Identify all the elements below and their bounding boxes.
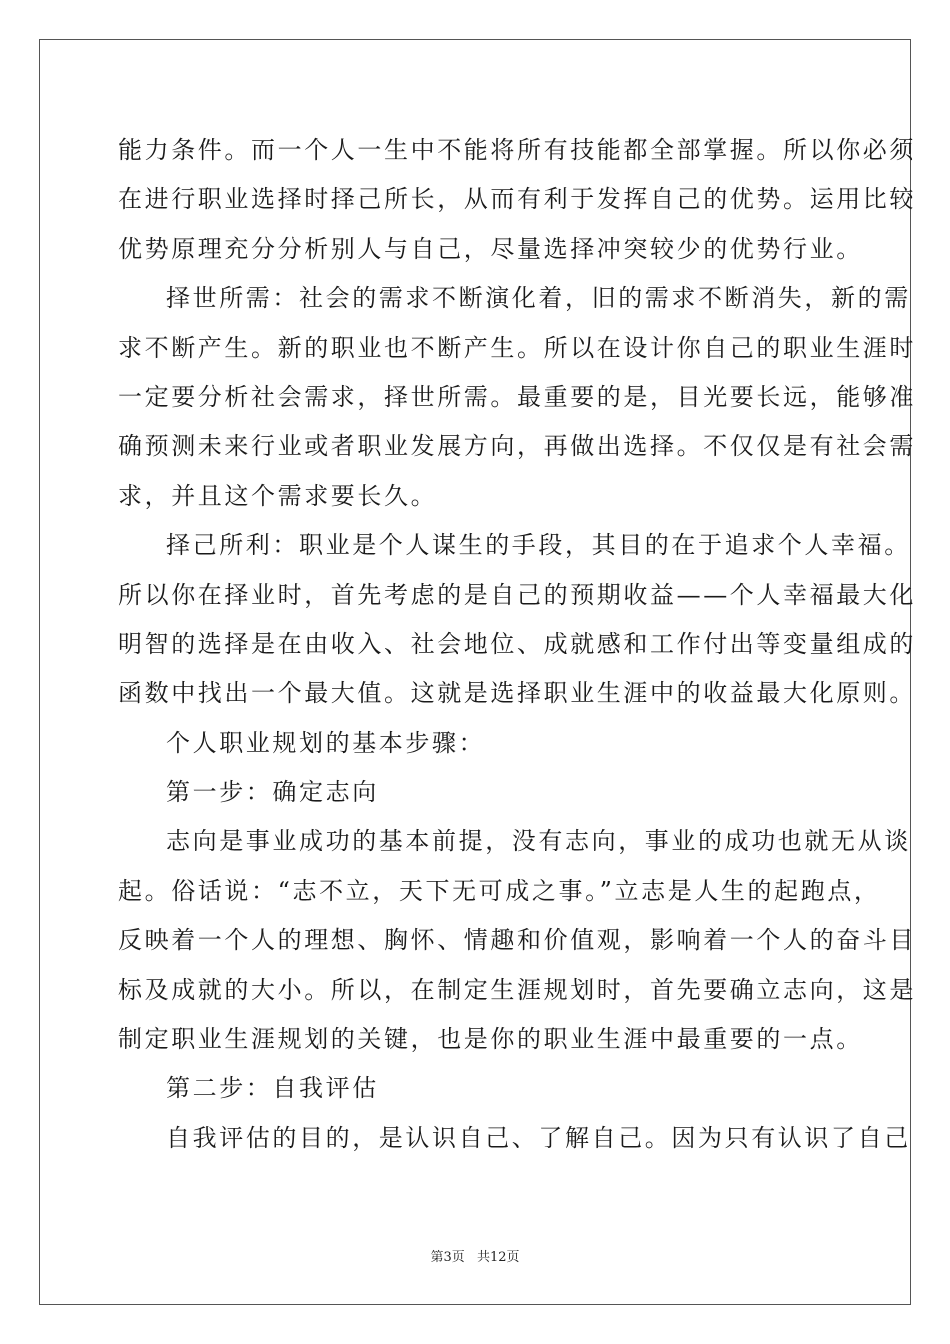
text-line: 第一步：确定志向: [166, 778, 379, 807]
text-line: 在进行职业选择时择己所长，从而有利于发挥自己的优势。运用比较: [118, 185, 916, 214]
text-line: 求不断产生。新的职业也不断产生。所以在设计你自己的职业生涯时: [118, 333, 916, 362]
text-line: 标及成就的大小。所以，在制定生涯规划时，首先要确立志向，这是: [118, 975, 916, 1004]
page-footer: [0, 1246, 950, 1265]
text-line: 起。俗话说：“志不立，天下无可成之事。”立志是人生的起跑点，: [118, 876, 881, 905]
text-line: 函数中找出一个最大值。这就是选择职业生涯中的收益最大化原则。: [118, 679, 916, 708]
page-number: 第3页: [430, 1250, 465, 1265]
text-line: 自我评估的目的，是认识自己、了解自己。因为只有认识了自己: [166, 1123, 911, 1152]
text-line: 能力条件。而一个人一生中不能将所有技能都全部掌握。所以你必须: [118, 136, 916, 164]
text-line: 择己所利：职业是个人谋生的手段，其目的在于追求个人幸福。: [166, 531, 911, 560]
text-line: 一定要分析社会需求，择世所需。最重要的是，目光要长远，能够准: [118, 382, 916, 411]
text-line: 确预测未来行业或者职业发展方向，再做出选择。不仅仅是有社会需: [118, 432, 916, 461]
text-line: 反映着一个人的理想、胸怀、情趣和价值观，影响着一个人的奋斗目: [118, 926, 916, 955]
text-line: 求，并且这个需求要长久。: [118, 481, 438, 510]
text-line: 第二步：自我评估: [166, 1074, 379, 1103]
page-total: 共12页: [476, 1250, 520, 1265]
text-line: 个人职业规划的基本步骤：: [166, 728, 486, 757]
text-line: 志向是事业成功的基本前提，没有志向，事业的成功也就无从谈: [166, 827, 911, 856]
text-line: 制定职业生涯规划的关键，也是你的职业生涯中最重要的一点。: [118, 1025, 863, 1054]
document-body: [118, 126, 916, 1163]
text-line: 优势原理充分分析别人与自己，尽量选择冲突较少的优势行业。: [118, 234, 863, 263]
text-line: 择世所需：社会的需求不断演化着，旧的需求不断消失，新的需: [166, 284, 911, 313]
text-line: 明智的选择是在由收入、社会地位、成就感和工作付出等变量组成的: [118, 629, 916, 658]
text-line: 所以你在择业时，首先考虑的是自己的预期收益——个人幸福最大化: [118, 580, 916, 609]
